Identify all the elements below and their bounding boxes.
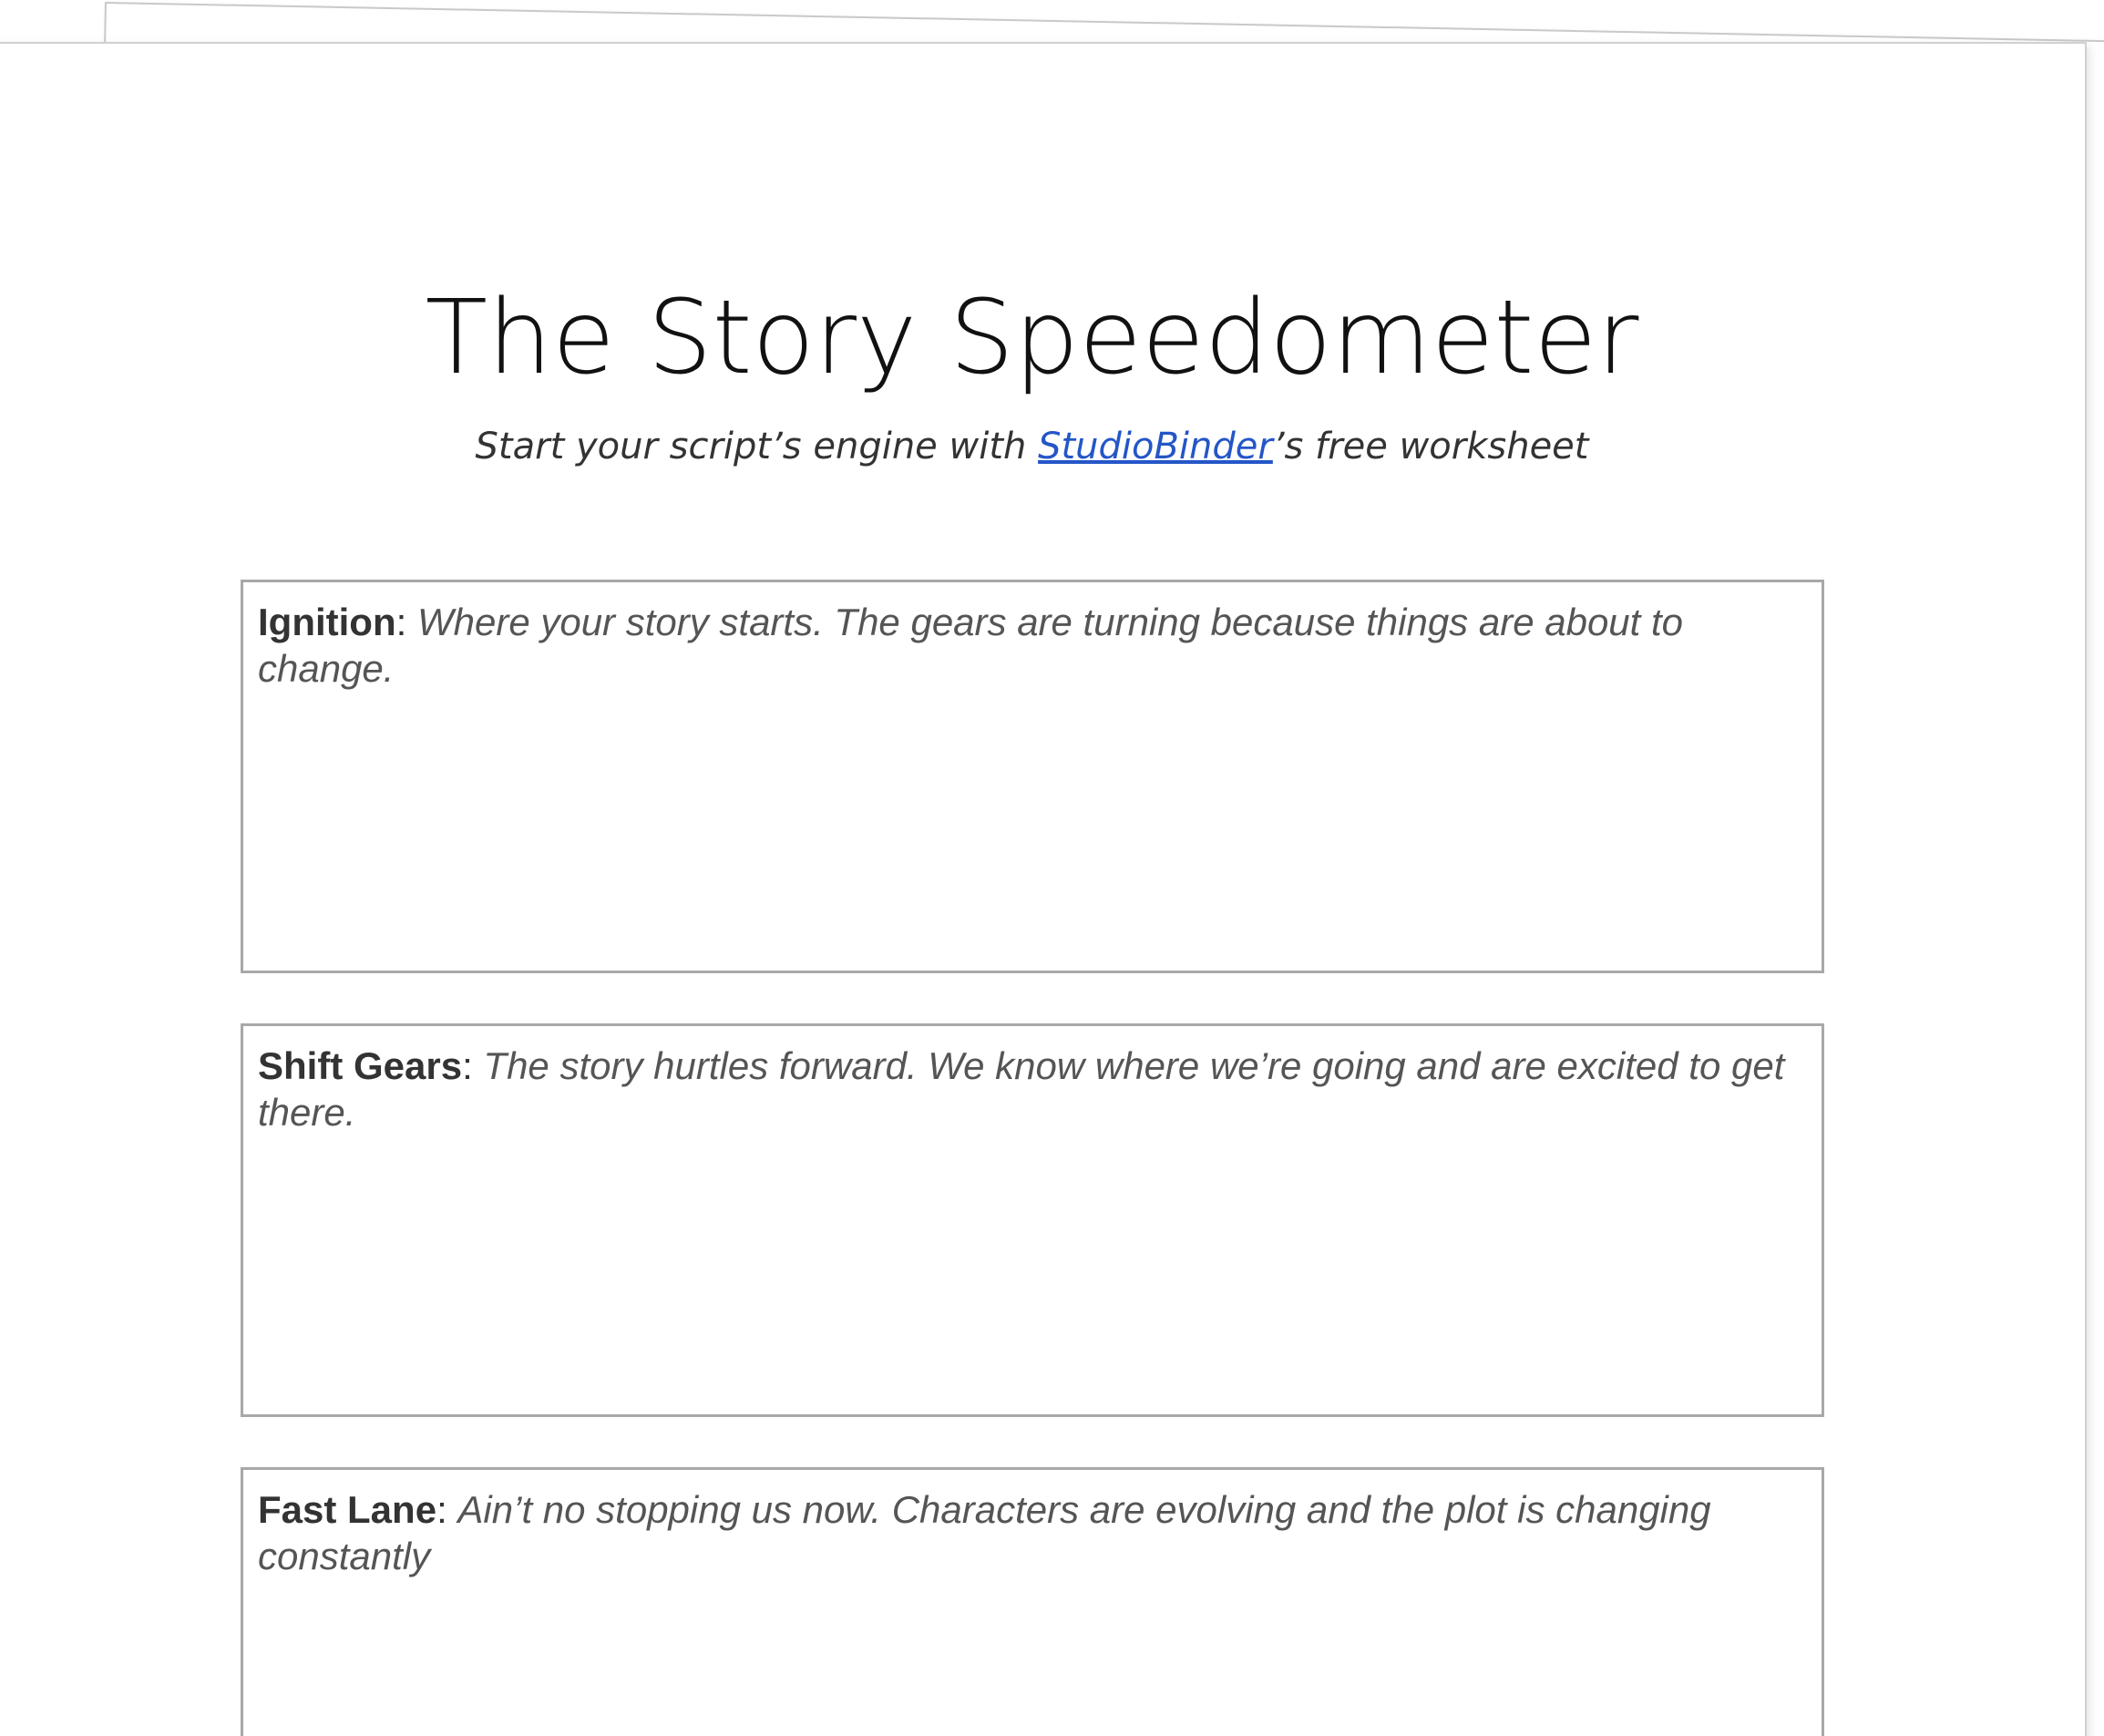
section-label: Shift Gears xyxy=(258,1044,463,1087)
section-label: Fast Lane xyxy=(258,1488,437,1531)
section-description: The story hurtles forward. We know where we’re going and are excited to get there. xyxy=(258,1044,1785,1134)
subtitle-prefix: Start your script’s engine with xyxy=(475,426,1039,467)
section-colon: : xyxy=(395,601,417,643)
subtitle-suffix: ’s free worksheet xyxy=(1272,426,1589,467)
fast-lane-section-box[interactable] xyxy=(241,1467,1824,1736)
page-subtitle xyxy=(0,425,2064,468)
section-label: Ignition xyxy=(258,601,396,643)
section-colon: : xyxy=(462,1044,484,1087)
section-colon: : xyxy=(436,1488,458,1531)
studiobinder-link[interactable]: StudioBinder xyxy=(1038,426,1273,467)
page-title: The Story Speedometer xyxy=(425,279,1639,397)
section-description: Ain’t no stopping us now. Characters are evolving and the plot is changing constantly xyxy=(258,1488,1711,1577)
section-description: Where your story starts. The gears are turning because things are about to change. xyxy=(258,601,1684,690)
shift-gears-section-box[interactable] xyxy=(241,1023,1824,1417)
ignition-section-box[interactable] xyxy=(241,580,1824,973)
